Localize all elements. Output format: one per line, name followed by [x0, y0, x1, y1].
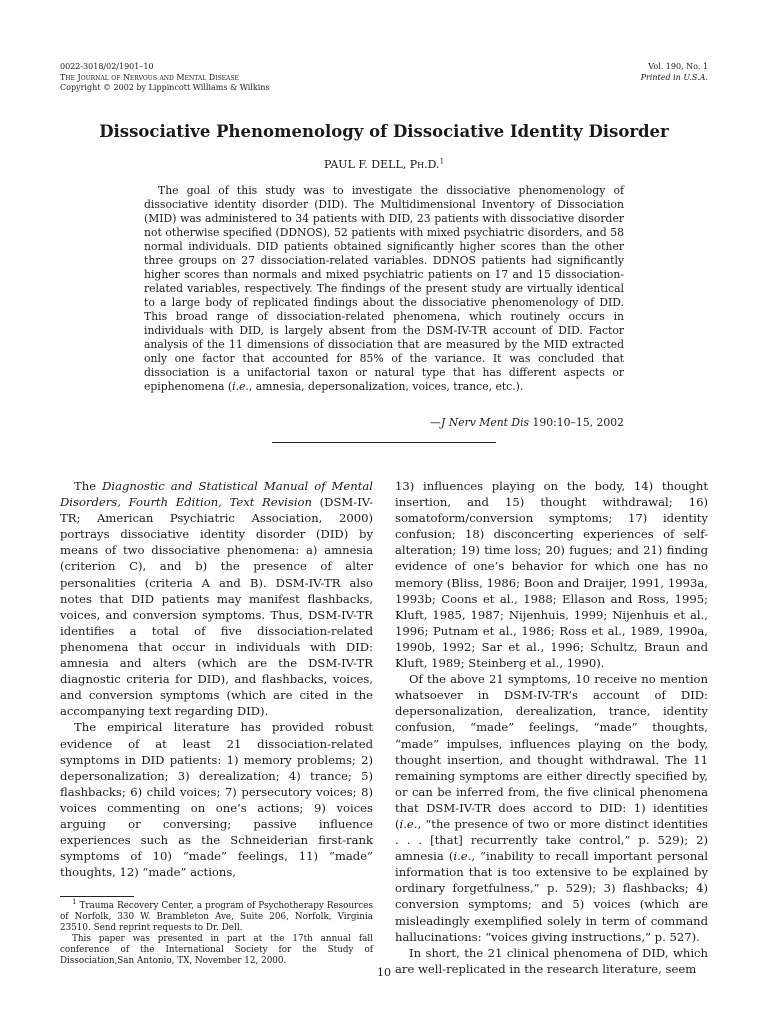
abstract-citation — [144, 416, 624, 429]
footnote-divider — [60, 896, 134, 897]
citation-dash: — — [430, 416, 441, 429]
author-footnote-mark: 1 — [439, 157, 445, 166]
paragraph-1 — [60, 478, 373, 719]
body-column-right — [395, 478, 708, 977]
journal-header-left — [60, 62, 270, 94]
footnote-1-text: Trauma Recovery Center, a program of Psychotherapy Resources of Norfolk, 330 W. Brambleton Ave, Suite 206, Norfolk, Virginia 23510. Send reprint requests to Dr. Dell. — [60, 901, 373, 933]
citation-rest: 190:10–15, 2002 — [529, 416, 624, 429]
p1-dsm-title: Diagnostic and Statistical Manual of Mental Disorders, Fourth Edition, Text Revision — [60, 479, 374, 510]
body-column-left — [60, 478, 373, 880]
p1-rest: (DSM-IV-TR; American Psychiatric Association, 2000) portrays dissociative identity disorder (DID) by means of two dissociative phenomena: a) amnesia (criterion C), and b) the presence of alter personalities (criteria A and B). DSM-IV-TR also notes that DID patients may manifest flashbacks, voices, and conversion symptoms. Thus, DSM-IV-TR identifies a total of five dissociation-related phenomena that occur in individuals with DID: amnesia and alters (which are the DSM-IV-TR diagnostic criteria for DID), and flashbacks, voices, and conversion symptoms (which are cited in the accompanying text regarding DID). — [60, 495, 374, 719]
paragraph-4: In short, the 21 clinical phenomena of DID, which are well-replicated in the research literature, seem — [395, 945, 708, 976]
p3-b: , “the presence of two or more distinct identities . . . [that] recurrently take control,” p. 529); 2) amnesia ( — [395, 816, 708, 864]
abstract — [144, 184, 624, 394]
paragraph-2-continued: 13) influences playing on the body, 14) thought insertion, and 15) thought withdrawal; 16) somatoform/conversion symptoms; 17) identity confusion; 18) disconcerting experiences of self-alteration; 19) time loss; 20) fugues; and 21) finding evidence of one’s behavior for which one has no memory (Bliss, 1986; Boon and Draijer, 1991, 1993a, 1993b; Coons et al., 1988; Ellason and Ross, 1995; Kluft, 1985, 1987; Nijenhuis, 1999; Nijenhuis et al., 1996; Putnam et al., 1986; Ross et al., 1989, 1990a, 1990b, 1992; Sar et al., 1996; Schultz, Braun and Kluft, 1989; Steinberg et al., 1990). — [395, 479, 708, 671]
author-line — [60, 158, 708, 171]
printed-line: Printed in U.S.A. — [640, 72, 708, 82]
citation-journal: J Nerv Ment Dis — [440, 416, 530, 429]
p1-start: The — [74, 479, 103, 493]
p3-c: , “inability to recall important personal information that is too extensive to be explained by ordinary forgetfulness,” p. 529); 3) flashbacks; 4) conversion symptoms; and 5) voices (which are misleadingly exemplified solely in term of command hallucinations: “voices giving instructions,” p. 527). — [395, 849, 709, 944]
volume-line: Vol. 190, No. 1 — [648, 62, 708, 71]
issn-line: 0022-3018/02/1901–10 — [60, 62, 154, 71]
journal-name: The Journal of Nervous and Mental Disease — [60, 72, 239, 82]
journal-header-right — [641, 62, 708, 83]
author-degree: Ph.D. — [409, 158, 440, 171]
paragraph-3 — [395, 671, 708, 945]
article-title: Dissociative Phenomenology of Dissociative Identity Disorder — [99, 122, 669, 141]
paragraph-2: The empirical literature has provided robust evidence of at least 21 dissociation-related symptoms in DID patients: 1) memory problems; 2) depersonalization; 3) derealization; 4) trance; 5) flashbacks; 6) child voices; 7) persecutory voices; 8) voices commenting on one’s actions; 9) voices arguing or conversing; passive influence experiences such as the Schneiderian first-rank symptoms of 10) “made” feelings, 11) “made” thoughts, 12) “made” actions, — [60, 720, 373, 880]
abstract-text-a: The goal of this study was to investigate the dissociative phenomenology of dissociative identity disorder (DID). The Multidimensional Inventory of Dissociation (MID) was administered to 34 patients with DID, 23 patients with dissociative disorder not otherwise specified (DDNOS), 52 patients with mixed psychiatric disorders, and 58 normal individuals. DID patients obtained significantly higher scores than the other three groups on 27 dissociation-related variables. DDNOS patients had significantly higher scores than normals and mixed psychiatric patients on 17 and 15 dissociation-related variables, respectively. The findings of the present study are virtually identical to a large body of replicated findings about the dissociative phenomenology of DID. This broad range of dissociation-related phenomena, which routinely occurs in individuals with DID, is largely absent from the DSM-IV-TR account of DID. Factor analysis of the 11 dimensions of dissociation that are measured by the MID extracted only one factor that accounted for 85% of the variance. It was concluded that dissociation is a unifactorial taxon or natural type that has different aspects or epiphenomena ( — [144, 184, 624, 393]
p3-ie-2: i.e. — [453, 849, 472, 864]
footnote-1 — [60, 898, 373, 934]
footnote-2: This paper was presented in part at the 17th annual fall conference of the International Society for the Study of Dissociation,San Antonio, TX, November 12, 2000. — [60, 934, 373, 966]
footnote-1-mark: 1 — [72, 898, 77, 907]
abstract-ie: i.e. — [232, 380, 249, 393]
p3-ie-1: i.e. — [399, 816, 418, 831]
page-number: 10 — [377, 966, 391, 979]
copyright-line: Copyright © 2002 by Lippincott Williams & Wilkins — [60, 83, 270, 92]
p3-a: Of the above 21 symptoms, 10 receive no mention whatsoever in DSM-IV-TR’s account of DID: depersonalization, derealization, trance, identity confusion, “made” feelings, “made” thoughts, “made” impulses, influences playing on the body, thought insertion, and thought withdrawal. The 11 remaining symptoms are either directly specified by, or can be inferred from, the five clinical phenomena that DSM-IV-TR does accord to DID: 1) identities ( — [395, 672, 708, 831]
abstract-divider — [272, 442, 496, 443]
abstract-text-b: , amnesia, depersonalization, voices, trance, etc.). — [248, 380, 524, 393]
author-name: PAUL F. DELL, — [323, 158, 410, 171]
footnotes — [60, 898, 373, 967]
